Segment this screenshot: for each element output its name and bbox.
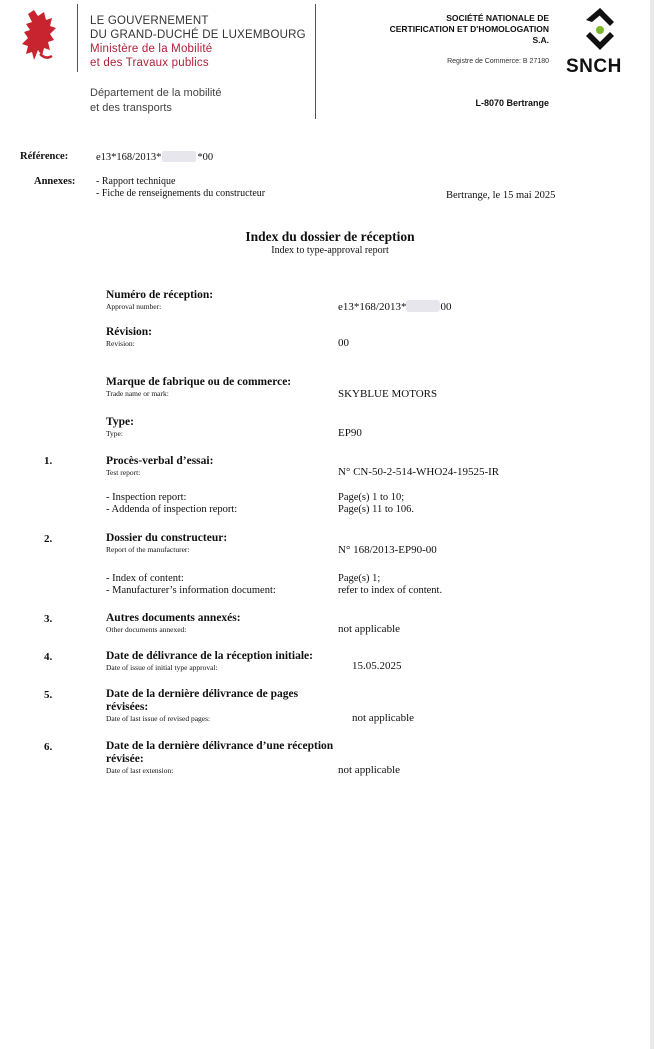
snch-logo-text: SNCH [566, 56, 622, 77]
initial-date-value: 15.05.2025 [352, 660, 402, 672]
manufacturer-details [106, 573, 346, 597]
trade-value: SKYBLUE MOTORS [338, 388, 438, 400]
redacted-block [406, 300, 440, 312]
annex-item: - Rapport technique [96, 176, 176, 187]
other-docs-label: Autres documents annexés: [106, 612, 241, 624]
snch-name-line-2: CERTIFICATION ET D'HOMOLOGATION [389, 24, 549, 34]
row-number: 2. [44, 533, 53, 545]
dept-line-2: et des transports [90, 102, 172, 114]
row-number: 4. [44, 651, 53, 663]
redacted-block [162, 151, 196, 162]
snch-name-line-3: S.A. [532, 35, 549, 45]
initial-date-label: Date de délivrance de la réception initiale: [106, 650, 313, 662]
revised-approval-sub: Date of last extension: [106, 766, 174, 775]
trade-label: Marque de fabrique ou de commerce: [106, 376, 292, 388]
initial-date-sub: Date of issue of initial type approval: [106, 663, 218, 672]
annexes-list [96, 176, 265, 200]
document-subtitle: Index to type-approval report [271, 245, 389, 256]
document-title: Index du dossier de réception [245, 229, 415, 244]
department-block [90, 86, 221, 116]
ministry-line-2: et des Travaux publics [90, 57, 209, 69]
type-sub: Type: [106, 429, 123, 438]
test-report-label: Procès-verbal d’essai: [106, 455, 214, 467]
approval-value [338, 300, 451, 313]
snch-registry: Registre de Commerce: B 27180 [447, 58, 549, 65]
test-report-value: N° CN-50-2-514-WHO24-19525-IR [338, 466, 500, 478]
revised-approval-value: not applicable [338, 764, 401, 776]
revision-sub: Revision: [106, 339, 135, 348]
reference-prefix: e13*168/2013* [96, 152, 162, 163]
ministry-line-1: Ministère de la Mobilité [90, 43, 213, 55]
annexes-label: Annexes: [34, 176, 76, 187]
government-block [90, 14, 306, 70]
other-docs-value: not applicable [338, 623, 401, 635]
snch-address: L-8070 Bertrange [475, 98, 549, 108]
snch-name-line-1: SOCIÉTÉ NATIONALE DE [446, 13, 549, 23]
detail-item: - Inspection report: [106, 492, 187, 503]
revised-pages-value: not applicable [352, 712, 415, 724]
header-divider-2 [315, 4, 316, 119]
revised-pages-label: Date de la dernière délivrance de pages révisées: [106, 688, 299, 713]
manufacturer-label: Dossier du constructeur: [106, 532, 228, 544]
reference-value [96, 151, 213, 163]
reference-label: Référence: [20, 151, 69, 162]
test-report-detail-values [338, 492, 578, 516]
revised-pages-sub: Date of last issue of revised pages: [106, 714, 211, 723]
approval-prefix: e13*168/2013* [338, 301, 407, 313]
annex-item: - Fiche de renseignements du constructeur [96, 188, 266, 199]
approval-sub: Approval number: [106, 302, 162, 311]
detail-item: - Index of content: [106, 573, 184, 584]
snch-name [329, 13, 549, 46]
manufacturer-value: N° 168/2013-EP90-00 [338, 544, 437, 556]
revision-label: Révision: [106, 326, 152, 338]
gov-line-2: DU GRAND-DUCHÉ DE LUXEMBOURG [90, 29, 306, 41]
manufacturer-detail-values [338, 573, 578, 597]
manufacturer-sub: Report of the manufacturer: [106, 545, 190, 554]
dept-line-1: Département de la mobilité [90, 87, 222, 99]
detail-value: Page(s) 1; [338, 573, 381, 584]
row-number: 1. [44, 455, 53, 467]
row-number: 6. [44, 741, 53, 753]
detail-value: refer to index of content. [338, 585, 443, 596]
type-value: EP90 [338, 427, 362, 439]
detail-value: Page(s) 1 to 10; [338, 492, 405, 503]
other-docs-sub: Other documents annexed: [106, 625, 187, 634]
detail-value: Page(s) 11 to 106. [338, 504, 415, 515]
detail-item: - Addenda of inspection report: [106, 504, 238, 515]
detail-item: - Manufacturer’s information document: [106, 585, 276, 596]
date-place: Bertrange, le 15 mai 2025 [446, 190, 556, 201]
type-label: Type: [106, 416, 134, 428]
row-number: 3. [44, 613, 53, 625]
reference-suffix: *00 [197, 152, 214, 163]
trade-sub: Trade name or mark: [106, 389, 169, 398]
test-report-sub: Test report: [106, 468, 141, 477]
test-report-details [106, 492, 346, 516]
revised-approval-label: Date de la dernière délivrance d’une réception révisée: [106, 740, 334, 765]
header-divider [77, 4, 78, 72]
revision-value: 00 [338, 337, 349, 349]
luxembourg-lion-icon [18, 8, 62, 64]
approval-suffix: 00 [440, 301, 452, 313]
row-number: 5. [44, 689, 53, 701]
approval-label: Numéro de réception: [106, 289, 214, 301]
page-edge [650, 0, 654, 1049]
snch-logo-icon [580, 6, 620, 56]
gov-line-1: LE GOUVERNEMENT [90, 15, 209, 27]
